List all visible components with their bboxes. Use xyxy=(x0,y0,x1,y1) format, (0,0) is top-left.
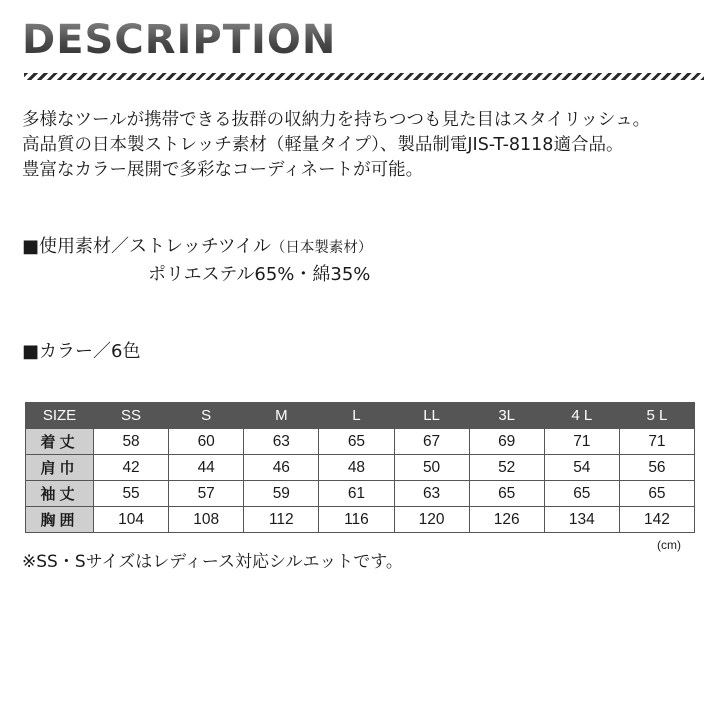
table-cell: 65 xyxy=(319,429,394,455)
table-cell: 120 xyxy=(394,507,469,533)
size-header: LL xyxy=(394,403,469,429)
color-count: ■カラー／6色 xyxy=(22,341,141,362)
table-cell: 71 xyxy=(544,429,619,455)
material-label: ■使用素材／ストレッチツイル xyxy=(22,236,271,257)
table-cell: 104 xyxy=(94,507,169,533)
table-cell: 63 xyxy=(394,481,469,507)
table-row xyxy=(26,455,695,481)
size-header: 4 L xyxy=(544,403,619,429)
material-origin: （日本製素材） xyxy=(270,240,373,256)
table-cell: 116 xyxy=(319,507,394,533)
size-header: 3L xyxy=(469,403,544,429)
table-row xyxy=(26,481,695,507)
table-cell: 44 xyxy=(169,455,244,481)
size-header: 5 L xyxy=(619,403,694,429)
row-label: 胸囲 xyxy=(26,507,94,533)
table-cell: 112 xyxy=(244,507,319,533)
description-text xyxy=(22,108,650,183)
table-cell: 134 xyxy=(544,507,619,533)
table-cell: 55 xyxy=(94,481,169,507)
material-composition: ポリエステル65%・綿35% xyxy=(148,264,371,285)
table-cell: 65 xyxy=(619,481,694,507)
table-cell: 65 xyxy=(544,481,619,507)
table-cell: 126 xyxy=(469,507,544,533)
table-row xyxy=(26,429,695,455)
table-cell: 57 xyxy=(169,481,244,507)
table-cell: 56 xyxy=(619,455,694,481)
row-label: 着丈 xyxy=(26,429,94,455)
size-table-header-row xyxy=(26,403,695,429)
table-cell: 69 xyxy=(469,429,544,455)
size-header: SS xyxy=(94,403,169,429)
table-cell: 142 xyxy=(619,507,694,533)
description-line: 高品質の日本製ストレッチ素材（軽量タイプ）、製品制電JIS-T-8118適合品。 xyxy=(22,135,624,155)
size-header: L xyxy=(319,403,394,429)
unit-label: (cm) xyxy=(657,538,681,552)
table-cell: 52 xyxy=(469,455,544,481)
table-cell: 65 xyxy=(469,481,544,507)
table-cell: 48 xyxy=(319,455,394,481)
table-cell: 67 xyxy=(394,429,469,455)
table-cell: 50 xyxy=(394,455,469,481)
table-cell: 58 xyxy=(94,429,169,455)
row-label: 肩巾 xyxy=(26,455,94,481)
size-header: M xyxy=(244,403,319,429)
table-cell: 61 xyxy=(319,481,394,507)
table-cell: 108 xyxy=(169,507,244,533)
table-cell: 46 xyxy=(244,455,319,481)
material-line xyxy=(22,233,372,262)
page-title: DESCRIPTION xyxy=(22,17,337,63)
table-cell: 59 xyxy=(244,481,319,507)
table-cell: 63 xyxy=(244,429,319,455)
table-row xyxy=(26,507,695,533)
size-header: S xyxy=(169,403,244,429)
size-table xyxy=(25,402,695,533)
table-cell: 54 xyxy=(544,455,619,481)
table-cell: 42 xyxy=(94,455,169,481)
table-cell: 71 xyxy=(619,429,694,455)
decorative-stripe-divider xyxy=(24,73,704,80)
description-line: 多様なツールが携帯できる抜群の収納力を持ちつつも見た目はスタイリッシュ。 xyxy=(22,110,651,130)
row-label: 袖丈 xyxy=(26,481,94,507)
table-cell: 60 xyxy=(169,429,244,455)
size-header: SIZE xyxy=(26,403,94,429)
size-note: ※SS・Sサイズはレディース対応シルエットです。 xyxy=(22,552,403,572)
description-line: 豊富なカラー展開で多彩なコーディネートが可能。 xyxy=(22,160,424,180)
